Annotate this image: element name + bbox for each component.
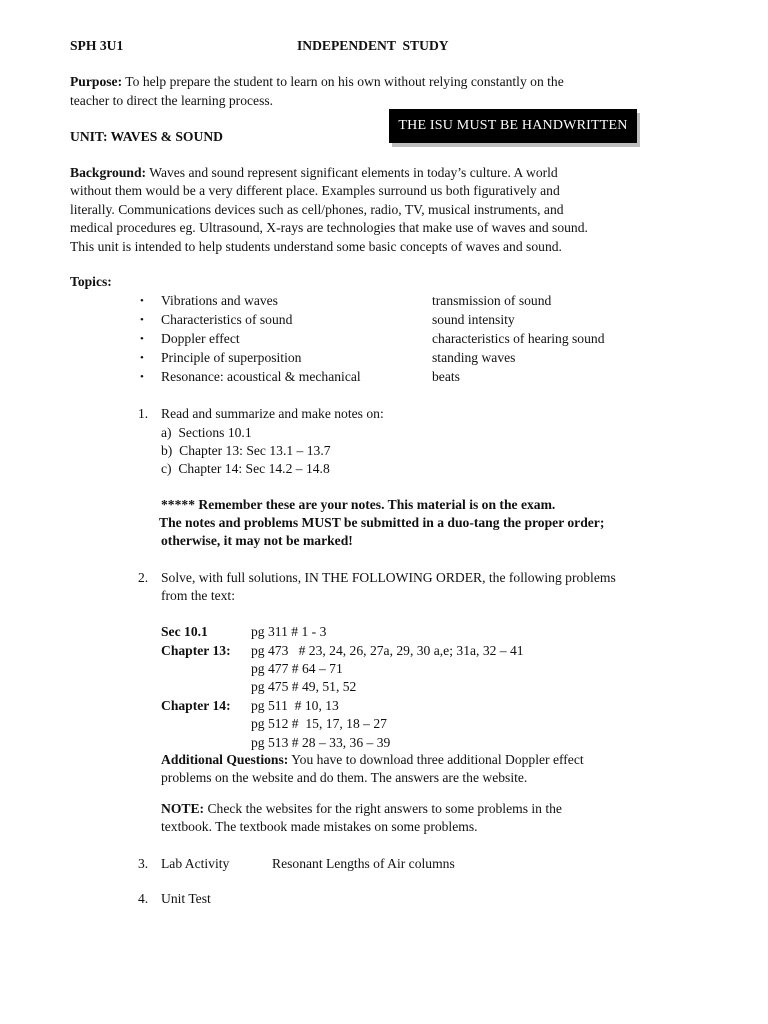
background-line-4: medical procedures eg. Ultrasound, X-rays are technologies that make use of waves and sound. — [70, 220, 588, 235]
bullet: • — [140, 333, 144, 345]
purpose-line-2: teacher to direct the learning process. — [70, 93, 274, 108]
problem-text: pg 512 # 15, 17, 18 – 27 — [251, 716, 387, 731]
bullet: • — [140, 295, 144, 307]
topic-left: Characteristics of sound — [161, 312, 293, 327]
problem-text: pg 475 # 49, 51, 52 — [251, 679, 357, 694]
background-line-1: Background: Waves and sound represent significant elements in today’s culture. A world — [70, 165, 558, 180]
topic-right: sound intensity — [432, 312, 515, 327]
handwritten-notice: THE ISU MUST BE HANDWRITTEN — [389, 109, 637, 143]
item2-line-1: Solve, with full solutions, IN THE FOLLOWING ORDER, the following problems — [161, 570, 616, 585]
item-number: 4. — [138, 891, 149, 906]
reminder-line-2: The notes and problems MUST be submitted in a duo-tang the proper order; — [159, 515, 605, 530]
problem-text: pg 511 # 10, 13 — [251, 698, 339, 713]
item-number: 2. — [138, 570, 149, 585]
bullet: • — [140, 371, 144, 383]
topic-right: characteristics of hearing sound — [432, 331, 605, 346]
purpose-line-1 — [70, 73, 564, 91]
item-number: 1. — [138, 406, 149, 421]
problem-text: pg 311 # 1 - 3 — [251, 624, 327, 639]
bullet: • — [140, 314, 144, 326]
purpose-label: Purpose: — [70, 74, 123, 89]
item1-text: Read and summarize and make notes on: — [161, 406, 384, 421]
item2-line-2: from the text: — [161, 588, 235, 603]
note-line-1: NOTE: Check the websites for the right answers to some problems in the — [161, 801, 562, 816]
topic-left: Doppler effect — [161, 331, 240, 346]
note-line-2: textbook. The textbook made mistakes on some problems. — [161, 819, 478, 834]
item3-text: Resonant Lengths of Air columns — [272, 856, 455, 871]
item1-sub: a) Sections 10.1 — [161, 425, 252, 440]
item1-sub: c) Chapter 14: Sec 14.2 – 14.8 — [161, 461, 330, 476]
additional-line-1: Additional Questions: You have to download three additional Doppler effect — [161, 752, 584, 767]
topic-left: Resonance: acoustical & mechanical — [161, 369, 361, 384]
item1-sub: b) Chapter 13: Sec 13.1 – 13.7 — [161, 443, 331, 458]
background-line-3: literally. Communications devices such as cell/phones, radio, TV, musical instruments, and — [70, 202, 564, 217]
topic-right: transmission of sound — [432, 293, 552, 308]
bullet: • — [140, 352, 144, 364]
topic-left: Principle of superposition — [161, 350, 302, 365]
document-title: INDEPENDENT STUDY — [297, 38, 449, 53]
problem-text: pg 513 # 28 – 33, 36 – 39 — [251, 735, 391, 750]
item-number: 3. — [138, 856, 149, 871]
additional-label: Additional Questions: — [161, 752, 289, 767]
problem-label: Sec 10.1 — [161, 624, 208, 639]
item4-text: Unit Test — [161, 891, 211, 906]
item3-label: Lab Activity — [161, 856, 230, 871]
unit-title: UNIT: WAVES & SOUND — [70, 129, 223, 144]
topics-label: Topics: — [70, 274, 112, 289]
problem-text: pg 473 # 23, 24, 26, 27a, 29, 30 a,e; 31a, 32 – 41 — [251, 643, 524, 658]
topic-right: standing waves — [432, 350, 516, 365]
purpose-text: To help prepare the student to learn on his own without relying constantly on the — [125, 74, 564, 89]
background-label: Background: — [70, 165, 147, 180]
reminder-line-1: ***** Remember these are your notes. This material is on the exam. — [161, 497, 556, 512]
topic-left: Vibrations and waves — [161, 293, 278, 308]
additional-line-2: problems on the website and do them. The answers are the website. — [161, 770, 528, 785]
problem-label: Chapter 13: — [161, 643, 231, 658]
problem-text: pg 477 # 64 – 71 — [251, 661, 343, 676]
course-code: SPH 3U1 — [70, 38, 124, 53]
background-line-5: This unit is intended to help students understand some basic concepts of waves and sound. — [70, 239, 562, 254]
note-label: NOTE: — [161, 801, 205, 816]
background-line-2: without them would be a very different place. Examples surround us both figuratively and — [70, 183, 560, 198]
problem-label: Chapter 14: — [161, 698, 231, 713]
topic-right: beats — [432, 369, 460, 384]
reminder-line-3: otherwise, it may not be marked! — [161, 533, 353, 548]
